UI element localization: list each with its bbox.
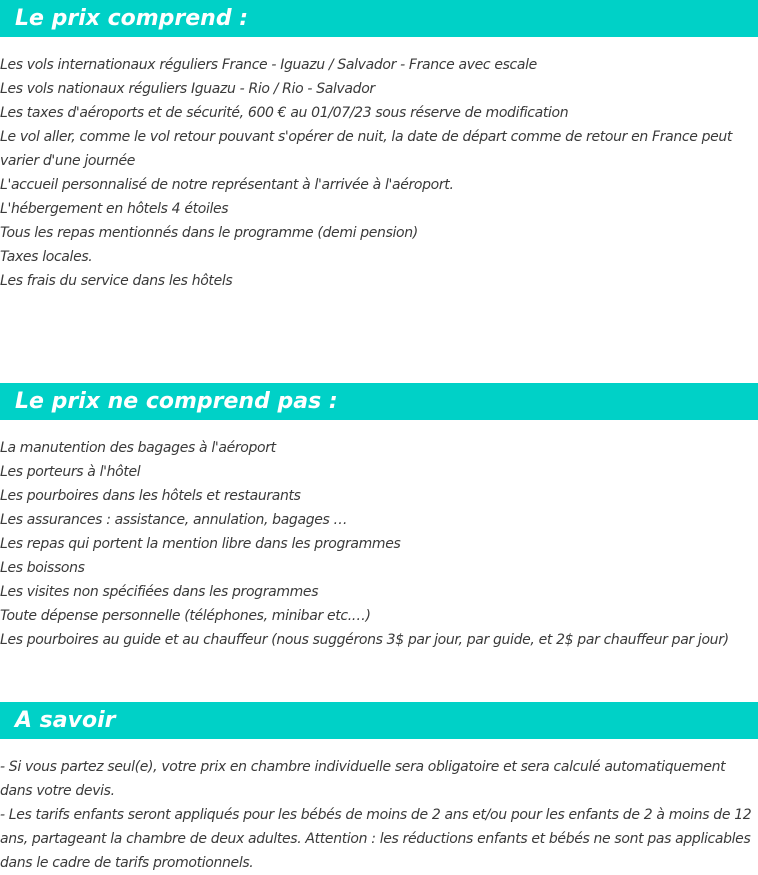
list-item: Les taxes d'aéroports et de sécurité, 600 € au 01/07/23 sous réserve de modification [0, 105, 569, 121]
list-item: Les porteurs à l'hôtel [0, 464, 141, 480]
list-item: Les repas qui portent la mention libre dans les programmes [0, 536, 401, 552]
list-item: Tous les repas mentionnés dans le programme (demi pension) [0, 225, 418, 241]
list-item: Les boissons [0, 560, 85, 576]
list-item: Les assurances : assistance, annulation, bagages … [0, 512, 348, 528]
section-header-to-know: A savoir [0, 702, 758, 739]
list-item: L'hébergement en hôtels 4 étoiles [0, 201, 229, 217]
paragraph: - Les tarifs enfants seront appliqués pour les bébés de moins de 2 ans et/ou pour les enfants de 2 à moins de 12 ans, partageant la chambre de deux adultes. Attention : les réductions enfants et bébés ne sont pas applicables dans le cadre de tarifs promotionnels. [0, 807, 752, 871]
list-item: Taxes locales. [0, 249, 93, 265]
list-item: Les pourboires au guide et au chauffeur (nous suggérons 3$ par jour, par guide, et 2$ par chauffeur par jour) [0, 632, 729, 648]
section-header-not-included: Le prix ne comprend pas : [0, 383, 758, 420]
list-item: Le vol aller, comme le vol retour pouvant s'opérer de nuit, la date de départ comme de retour en France peut varier d'une journée [0, 129, 733, 169]
included-list [0, 53, 758, 293]
section-header-included: Le prix comprend : [0, 0, 758, 37]
list-item: Les frais du service dans les hôtels [0, 273, 233, 289]
list-item: Toute dépense personnelle (téléphones, minibar etc.…) [0, 608, 371, 624]
list-item: Les visites non spécifiées dans les programmes [0, 584, 319, 600]
to-know-text [0, 755, 758, 875]
list-item: L'accueil personnalisé de notre représentant à l'arrivée à l'aéroport. [0, 177, 454, 193]
paragraph: - Si vous partez seul(e), votre prix en chambre individuelle sera obligatoire et sera calculé automatiquement dans votre devis. [0, 759, 726, 799]
list-item: Les vols nationaux réguliers Iguazu - Rio / Rio - Salvador [0, 81, 375, 97]
not-included-list [0, 436, 758, 652]
list-item: La manutention des bagages à l'aéroport [0, 440, 276, 456]
list-item: Les pourboires dans les hôtels et restaurants [0, 488, 301, 504]
list-item: Les vols internationaux réguliers France - Iguazu / Salvador - France avec escale [0, 57, 537, 73]
